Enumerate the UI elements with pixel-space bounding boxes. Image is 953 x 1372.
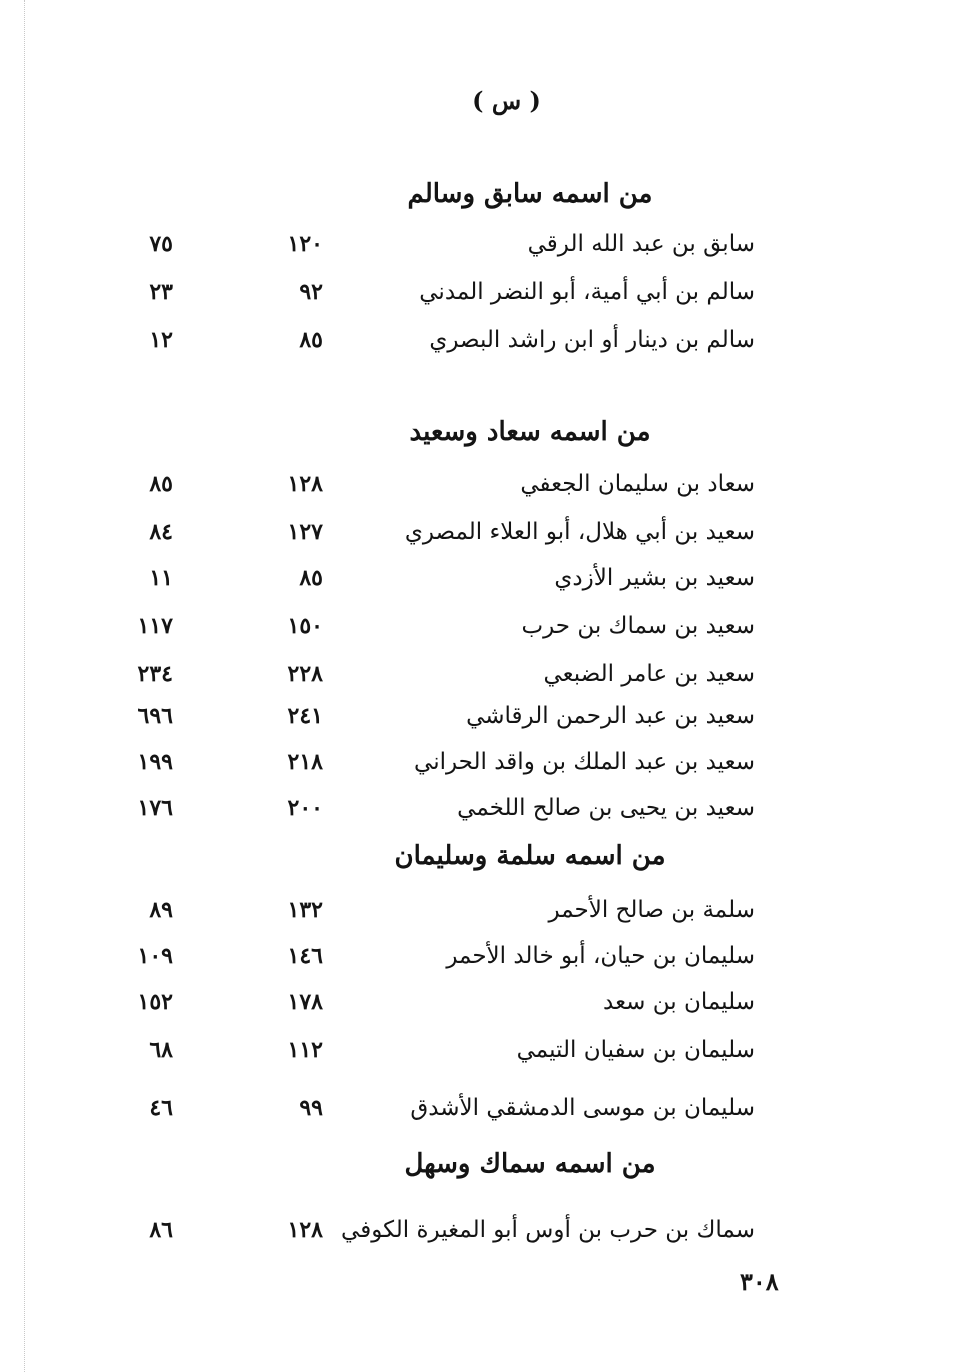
narrator-name: سعيد بن أبي هلال، أبو العلاء المصري (404, 519, 755, 545)
page-reference: ١٩٩ (137, 749, 173, 775)
narrator-name: سليمان بن سعد (603, 989, 755, 1015)
entry-number: ٨٥ (299, 327, 323, 353)
section-heading-simak-sahl: من اسمه سماك وسهل (404, 1149, 656, 1179)
index-row (0, 464, 953, 504)
index-row (0, 982, 953, 1022)
entry-number: ١٢٨ (287, 471, 323, 497)
entry-number: ٢٤١ (287, 703, 323, 729)
page-reference: ٢٣ (149, 279, 173, 305)
index-row (0, 742, 953, 782)
index-row (0, 272, 953, 312)
page-reference: ٢٣٤ (137, 661, 173, 687)
entry-number: ١٧٨ (287, 989, 323, 1015)
entry-number: ١٥٠ (287, 613, 323, 639)
page-reference: ١١٧ (137, 613, 173, 639)
entry-number: ٩٢ (299, 279, 323, 305)
narrator-name: سعاد بن سليمان الجعفي (520, 471, 755, 497)
entry-number: ١٢٠ (287, 231, 323, 257)
entry-number: ٢٠٠ (287, 795, 323, 821)
entry-number: ١٢٨ (287, 1217, 323, 1243)
narrator-name: سليمان بن موسى الدمشقي الأشدق (410, 1095, 755, 1121)
entry-number: ١٤٦ (287, 943, 323, 969)
narrator-name: سعيد بن عبد الرحمن الرقاشي (466, 703, 755, 729)
entry-number: ١٣٢ (287, 897, 323, 923)
section-heading-salama-sulayman: من اسمه سلمة وسليمان (394, 841, 666, 871)
index-row (0, 654, 953, 694)
page-reference: ١٧٦ (137, 795, 173, 821)
index-row (0, 1210, 953, 1250)
narrator-name: سعيد بن عبد الملك بن واقد الحراني (414, 749, 755, 775)
narrator-name: سعيد بن عامر الضبعي (543, 661, 755, 687)
narrator-name: سعيد بن سماك بن حرب (521, 613, 755, 639)
entry-number: ٨٥ (299, 565, 323, 591)
page-reference: ١١ (149, 565, 173, 591)
index-row (0, 512, 953, 552)
index-row (0, 558, 953, 598)
narrator-name: سالم بن أبي أمية، أبو النضر المدني (419, 279, 755, 305)
page-reference: ٦٨ (149, 1037, 173, 1063)
index-row (0, 1088, 953, 1128)
entry-number: ٢١٨ (287, 749, 323, 775)
index-row (0, 788, 953, 828)
narrator-name: سعيد بن يحيى بن صالح اللخمي (457, 795, 755, 821)
page-reference: ١٠٩ (137, 943, 173, 969)
narrator-name: سلمة بن صالح الأحمر (548, 897, 755, 923)
page-reference: ٧٥ (149, 231, 173, 257)
page-reference: ٨٥ (149, 471, 173, 497)
page-reference: ٨٩ (149, 897, 173, 923)
narrator-name: سماك بن حرب بن أوس أبو المغيرة الكوفي (341, 1217, 755, 1243)
narrator-name: سعيد بن بشير الأزدي (554, 565, 755, 591)
page-reference: ٤٦ (149, 1095, 173, 1121)
narrator-name: سليمان بن سفيان التيمي (516, 1037, 755, 1063)
index-row (0, 320, 953, 360)
index-row (0, 936, 953, 976)
narrator-name: سابق بن عبد الله الرقي (527, 231, 755, 257)
narrator-name: سليمان بن حيان، أبو خالد الأحمر (446, 943, 755, 969)
entry-number: ١٢٧ (287, 519, 323, 545)
page-letter-heading: ( س ) (472, 86, 541, 115)
page-reference: ٦٩٦ (137, 703, 173, 729)
index-row (0, 1030, 953, 1070)
page-reference: ١٥٢ (137, 989, 173, 1015)
index-row (0, 696, 953, 736)
index-row (0, 890, 953, 930)
narrator-name: سالم بن دينار أو ابن راشد البصري (429, 327, 755, 353)
entry-number: ٩٩ (299, 1095, 323, 1121)
page-number: ٣٠٨ (740, 1267, 779, 1296)
index-row (0, 606, 953, 646)
index-row (0, 224, 953, 264)
page-reference: ١٢ (149, 327, 173, 353)
page-reference: ٨٤ (149, 519, 173, 545)
section-heading-sabiq-salim: من اسمه سابق وسالم (407, 179, 653, 209)
page-reference: ٨٦ (149, 1217, 173, 1243)
entry-number: ١١٢ (287, 1037, 323, 1063)
entry-number: ٢٢٨ (287, 661, 323, 687)
section-heading-suad-said: من اسمه سعاد وسعيد (409, 417, 651, 447)
